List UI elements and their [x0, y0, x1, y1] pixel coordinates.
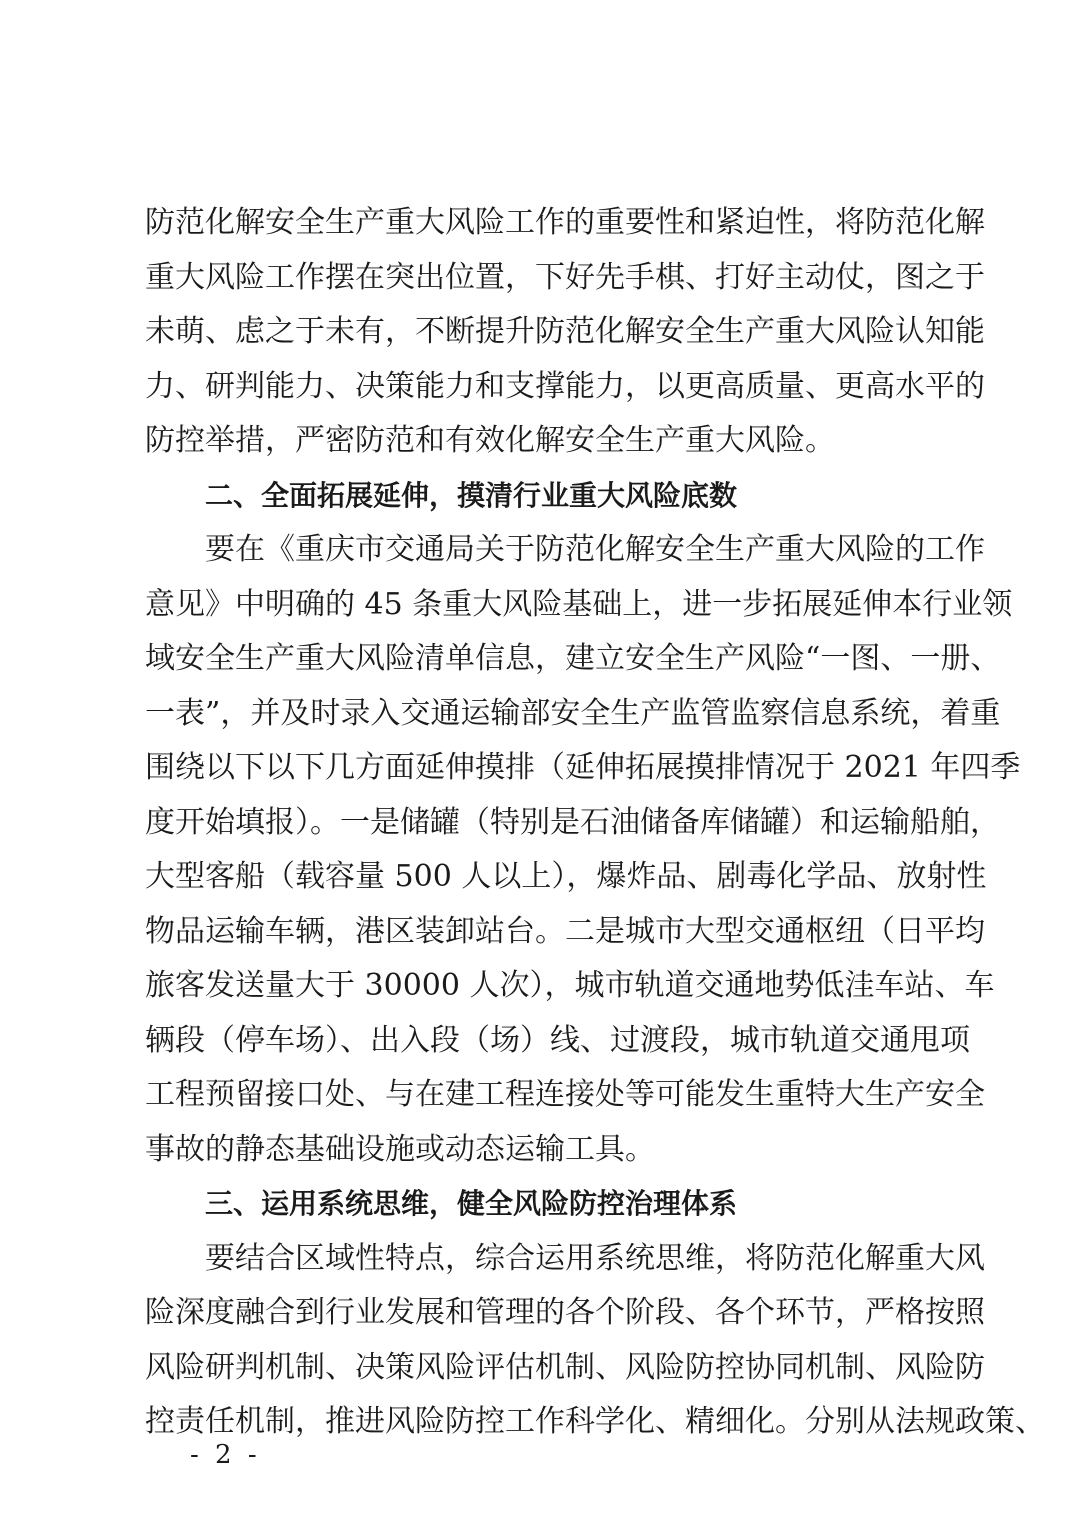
text-line: 旅客发送量大于 30000 人次），城市轨道交通地势低洼车站、车: [145, 968, 995, 1003]
text-line: 要结合区域性特点，综合运用系统思维，将防范化解重大风: [205, 1240, 985, 1276]
text-line: 险深度融合到行业发展和管理的各个阶段、各个环节，严格按照: [145, 1295, 985, 1330]
section-heading: 三、运用系统思维，健全风险防控治理体系: [205, 1187, 738, 1220]
text-line: 物品运输车辆，港区装卸站台。二是城市大型交通枢纽（日平均: [145, 913, 985, 949]
text-line: 意见》中明确的 45 条重大风险基础上，进一步拓展延伸本行业领: [145, 586, 1013, 622]
text-line: 度开始填报）。一是储罐（特别是石油储备库储罐）和运输船舶，: [145, 804, 1000, 840]
section-heading: 二、全面拓展延伸，摸清行业重大风险底数: [205, 478, 738, 512]
text-line: 未萌、虑之于未有，不断提升防范化解安全生产重大风险认知能: [145, 314, 985, 349]
body-text: [145, 196, 1045, 1450]
text-line: 防控举措，严密防范和有效化解安全生产重大风险。: [145, 423, 835, 458]
text-line: 事故的静态基础设施或动态运输工具。: [145, 1131, 655, 1167]
text-line: 防范化解安全生产重大风险工作的重要性和紧迫性，将防范化解: [145, 205, 985, 240]
page-number: - 2 -: [190, 1440, 261, 1470]
text-line: 大型客船（载容量 500 人以上），爆炸品、剧毒化学品、放射性: [145, 859, 987, 894]
text-line: 风险研判机制、决策风险评估机制、风险防控协同机制、风险防: [145, 1349, 985, 1385]
text-line: 力、研判能力、决策能力和支撑能力，以更高质量、更高水平的: [145, 368, 985, 404]
text-line: 一表”，并及时录入交通运输部安全生产监管监察信息系统，着重: [145, 695, 1001, 731]
text-line: 辆段（停车场）、出入段（场）线、过渡段，城市轨道交通甩项: [145, 1022, 970, 1058]
text-line: 要在《重庆市交通局关于防范化解安全生产重大风险的工作: [205, 532, 985, 567]
text-line: 重大风险工作摆在突出位置，下好先手棋、打好主动仗，图之于: [145, 259, 985, 295]
text-line: 工程预留接口处、与在建工程连接处等可能发生重特大生产安全: [145, 1077, 985, 1112]
text-line: 域安全生产重大风险清单信息，建立安全生产风险“一图、一册、: [145, 641, 1001, 676]
text-line: 控责任机制，推进风险防控工作科学化、精细化。分别从法规政策、: [145, 1404, 1045, 1439]
text-line: 围绕以下以下几方面延伸摸排（延伸拓展摸排情况于 2021 年四季: [145, 750, 1021, 785]
